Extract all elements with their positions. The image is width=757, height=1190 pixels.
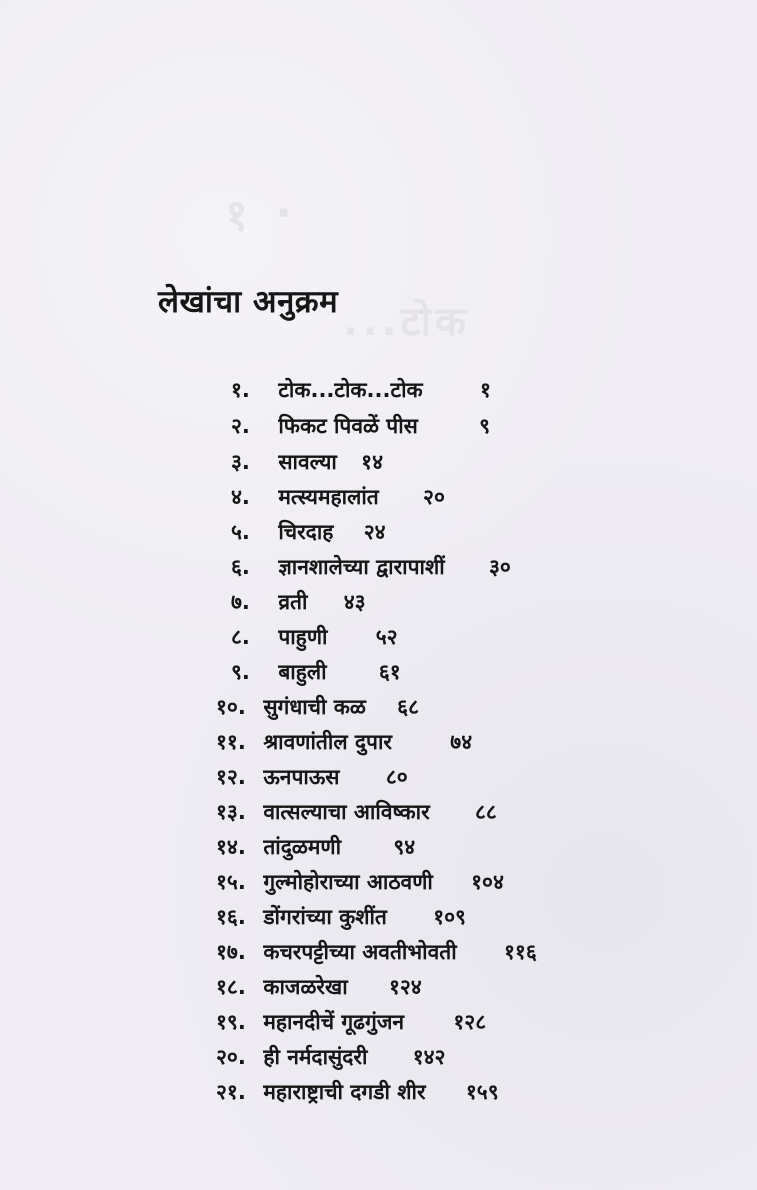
toc-entry-title: टोक...टोक...टोक: [278, 378, 423, 402]
toc-entry-title: श्रावणांतील दुपार: [263, 730, 392, 754]
toc-entry-title: गुल्मोहोराच्या आठवणी: [263, 870, 433, 894]
toc-entry: [231, 557, 511, 578]
toc-entry-number: ६.: [231, 555, 250, 579]
toc-entry-number: ४.: [231, 485, 250, 509]
toc-entry-page: ६१: [378, 660, 401, 684]
toc-entry-title: महाराष्ट्राची दगडी शीर: [263, 1080, 426, 1104]
toc-entry-page: १०९: [433, 905, 466, 929]
toc-entry-number: १५.: [216, 870, 246, 894]
toc-entry: [216, 732, 472, 753]
toc-entry-number: १.: [231, 378, 250, 402]
toc-entry-number: १३.: [216, 800, 246, 824]
toc-entry-title: ज्ञानशालेच्या द्वारापाशीं: [278, 555, 445, 579]
toc-entry: [216, 977, 422, 998]
toc-entry-number: २०.: [216, 1045, 246, 1069]
toc-entry: [216, 802, 497, 823]
toc-entry-title: पाहुणी: [278, 625, 328, 649]
toc-entry-title: वात्सल्याचा आविष्कार: [263, 800, 430, 824]
page-title: लेखांचा अनुक्रम: [158, 284, 339, 320]
toc-entry-number: १०.: [216, 695, 246, 719]
toc-entry-number: ३.: [231, 450, 250, 474]
toc-entry: [216, 1012, 486, 1033]
toc-entry-title: चिरदाह: [278, 520, 334, 544]
toc-entry-number: ९.: [231, 660, 250, 684]
toc-entry-page: १२४: [388, 975, 422, 999]
toc-entry: [231, 592, 366, 613]
toc-entry-title: महानदीचें गूढगुंजन: [263, 1010, 405, 1034]
toc-entry-title: तांदुळमणी: [263, 835, 342, 859]
toc-entry-number: १४.: [216, 835, 246, 859]
toc-entry-number: १९.: [216, 1010, 246, 1034]
toc-entry-page: १०४: [471, 870, 504, 894]
toc-entry-number: २१.: [216, 1080, 246, 1104]
toc-entry-title: मत्स्यमहालांत: [278, 485, 379, 509]
toc-entry-title: सावल्या: [278, 450, 337, 474]
toc-entry-number: ५.: [231, 520, 250, 544]
toc-entry-page: ११६: [503, 940, 537, 964]
toc-entry: [216, 837, 415, 858]
toc-entry-number: १२.: [216, 765, 246, 789]
toc-entry-page: ८०: [385, 765, 408, 789]
toc-entry-number: ८.: [231, 625, 250, 649]
toc-entry: [216, 942, 537, 963]
toc-entry-page: ३०: [489, 555, 511, 579]
toc-entry: [231, 487, 445, 508]
toc-entry-page: १२८: [453, 1010, 487, 1034]
toc-entry: [216, 907, 466, 928]
toc-entry: [216, 1082, 499, 1103]
toc-entry: [231, 380, 491, 401]
toc-entry-page: ६८: [397, 695, 420, 719]
toc-entry-page: २०: [423, 485, 445, 509]
toc-entry-title: ऊनपाऊस: [263, 765, 340, 789]
toc-entry-page: २४: [363, 520, 386, 544]
toc-entry-title: काजळरेखा: [263, 975, 348, 999]
toc-entry-page: ७४: [450, 730, 473, 754]
toc-entry-page: १४२: [412, 1045, 446, 1069]
toc-entry-title: फिकट पिवळें पीस: [278, 414, 418, 438]
toc-entry-title: बाहुली: [278, 660, 327, 684]
toc-entry: [231, 452, 383, 473]
toc-entry: [231, 662, 401, 683]
toc-entry-page: ५२: [375, 625, 398, 649]
toc-entry: [216, 872, 504, 893]
toc-entry-page: १५९: [465, 1080, 499, 1104]
toc-entry-title: डोंगरांच्या कुशींत: [263, 905, 387, 929]
toc-entry: [216, 1047, 445, 1068]
toc-entry: [231, 416, 490, 437]
toc-entry-page: ४३: [343, 590, 366, 614]
toc-entry: [231, 522, 386, 543]
toc-entry-number: १७.: [216, 940, 246, 964]
toc-entry-number: ७.: [231, 590, 250, 614]
toc-entry-page: १४: [361, 450, 383, 474]
toc-entry: [216, 767, 408, 788]
toc-entry-number: १६.: [216, 905, 246, 929]
toc-entry-number: २.: [231, 414, 250, 438]
toc-entry-title: सुगंधाची कळ: [263, 695, 366, 719]
toc-entry-number: १८.: [216, 975, 246, 999]
toc-entry-number: ११.: [216, 730, 246, 754]
toc-entry-page: ८८: [474, 800, 497, 824]
toc-entry-page: ९४: [393, 835, 416, 859]
toc-entry-title: व्रती: [278, 590, 308, 614]
toc-entry: [231, 627, 398, 648]
toc-entry-title: कचरपट्टीच्या अवतीभोवती: [263, 940, 457, 964]
toc-entry: [216, 697, 419, 718]
toc-entry-title: ही नर्मदासुंदरी: [263, 1045, 368, 1069]
toc-entry-page: ९: [479, 414, 491, 438]
toc-entry-page: १: [479, 378, 491, 402]
show-through-mark-middle: ...टोक: [343, 299, 470, 345]
show-through-mark-top: १ ·: [223, 187, 300, 242]
